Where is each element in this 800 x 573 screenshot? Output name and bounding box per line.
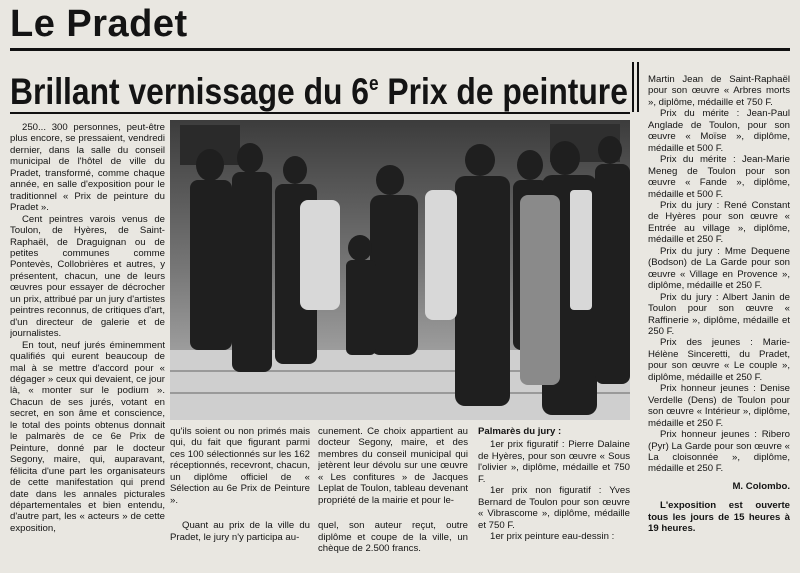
headline-text-before: Brillant vernissage du 6 — [10, 71, 369, 112]
article-headline — [10, 62, 628, 114]
palmares-entry: 1er prix non figuratif : Yves Bernard de Toulon pour son œuvre « Vibrascome », diplôme, médaille et 750 F. — [478, 485, 630, 531]
prize-paragraph: Prix des jeunes : Marie-Hélène Sinceretti, du Pradet, pour son œuvre « Le couple », diplôme, médaille et 250 F. — [648, 337, 790, 383]
bottom-column-2 — [318, 426, 468, 566]
palmares-heading: Palmarès du jury : — [478, 426, 562, 437]
right-column — [648, 74, 790, 569]
prize-paragraph: Martin Jean de Saint-Raphaël pour son œuvre « Arbres morts », diplôme, médaille et 750 F. — [648, 74, 790, 108]
headline-divider-1 — [632, 62, 634, 112]
palmares-column — [478, 426, 630, 566]
intro-paragraph: En tout, neuf jurés éminemment qualifiés qui eurent beaucoup de mal à se mettre d'accord pour « dégager » ceux qui devaient, ce jour là, « monter sur le podium ». Chacun de ses jurés, votant en secret, en son âme et conscience, le total des points obtenus donnait le palmarès de ce 6e Prix de Peinture, donné par le docteur Segony, maire, qui, auparavant, félicita d'une part les organisateurs de cette manifestation qui prend date dans les annales picturales départementales et bien entendu, d'autre part, les « acteurs » de cette exposition, — [10, 339, 165, 534]
prize-paragraph: Prix du jury : René Constant de Hyères pour son œuvre « Entrée au village », diplôme, médaille et 250 F. — [648, 199, 790, 246]
prize-paragraph: Prix du jury : Albert Janin de Toulon pour son œuvre « Raffinerie », diplôme, médaille et 250 F. — [648, 291, 790, 337]
author-signature: M. Colombo. — [732, 480, 790, 492]
bottom-column-1 — [170, 426, 310, 566]
prize-paragraph: Prix du mérite : Jean-Marie Meneg de Toulon pour son œuvre « Fande », diplôme, médaille et 500 F. — [648, 154, 790, 200]
headline-divider-2 — [637, 62, 639, 112]
body-paragraph: Quant au prix de la ville du Pradet, le jury n'y participa au- — [170, 520, 310, 543]
headline-superscript: e — [368, 73, 379, 95]
prize-paragraph: Prix honneur jeunes : Denise Verdelle (Dens) de Toulon pour son œuvre « Intérieur », diplôme, médaille et 250 F. — [648, 383, 790, 429]
group-photo-icon — [170, 120, 630, 420]
body-paragraph: cunement. Ce choix appartient au docteur Segony, maire, et des membres du conseil municipal qui jetèrent leur dévolu sur une œuvre « Les confitures » de Jacques Leplat de Toulon, tableau devenant propriété de la mairie et pour le- — [318, 426, 468, 506]
prize-paragraph: Prix du jury : Mme Dequene (Bodson) de La Garde pour son œuvre « Village en Provence », diplôme, médaille et 250 F. — [648, 245, 790, 292]
intro-paragraph: 250... 300 personnes, peut-être plus encore, se pressaient, vendredi dernier, dans la salle du conseil municipal de l'hôtel de ville du Pradet, transformé, comme chaque année, en salle d'exposition pour le traditionnel « Prix de peinture du Pradet ». — [10, 122, 165, 214]
intro-paragraph: Cent peintres varois venus de Toulon, de Hyères, de Saint-Raphaël, de Draguignan ou de petites communes comme Pontevès, Collobrières et autres, y présentent, chacun, une de leurs œuvres pour essayer de décrocher un prix, attribué par un jury d'artistes peintres reconnus, de critiques d'art, d'un directeur de galerie et de journalistes. — [10, 213, 165, 340]
headline-underline — [10, 112, 630, 114]
prize-paragraph: Prix du mérite : Jean-Paul Anglade de Toulon, pour son œuvre « Moïse », diplôme, médaille et 500 F. — [648, 108, 790, 154]
top-rule — [10, 48, 790, 51]
exhibition-hours: L'exposition est ouverte tous les jours de 15 heures à 19 heures. — [648, 500, 790, 535]
body-paragraph: quel, son auteur reçut, outre diplôme et coupe de la ville, un chèque de 2.500 francs. — [318, 520, 468, 555]
body-paragraph: qu'ils soient ou non primés mais qui, du fait que figurant parmi ces 100 sélectionnés sur les 162 réceptionnés, recevront, chacun, un diplôme officiel de « Sélection au 6e Prix de Peinture ». — [170, 426, 310, 506]
intro-column — [10, 122, 165, 567]
group-photo — [170, 120, 630, 420]
prize-paragraph: Prix honneur jeunes : Ribero (Pyr) La Garde pour son œuvre « La cloisonnée », diplôme, médaille et 250 F. — [648, 429, 790, 475]
section-title: Le Pradet — [10, 3, 188, 45]
headline-text-after: Prix de peinture — [378, 71, 628, 112]
palmares-entry: 1er prix figuratif : Pierre Dalaine de Hyères, pour son œuvre « Sous l'olivier », diplôme, médaille et 750 F. — [478, 439, 630, 485]
palmares-entry: 1er prix peinture eau-dessin : — [490, 531, 615, 543]
